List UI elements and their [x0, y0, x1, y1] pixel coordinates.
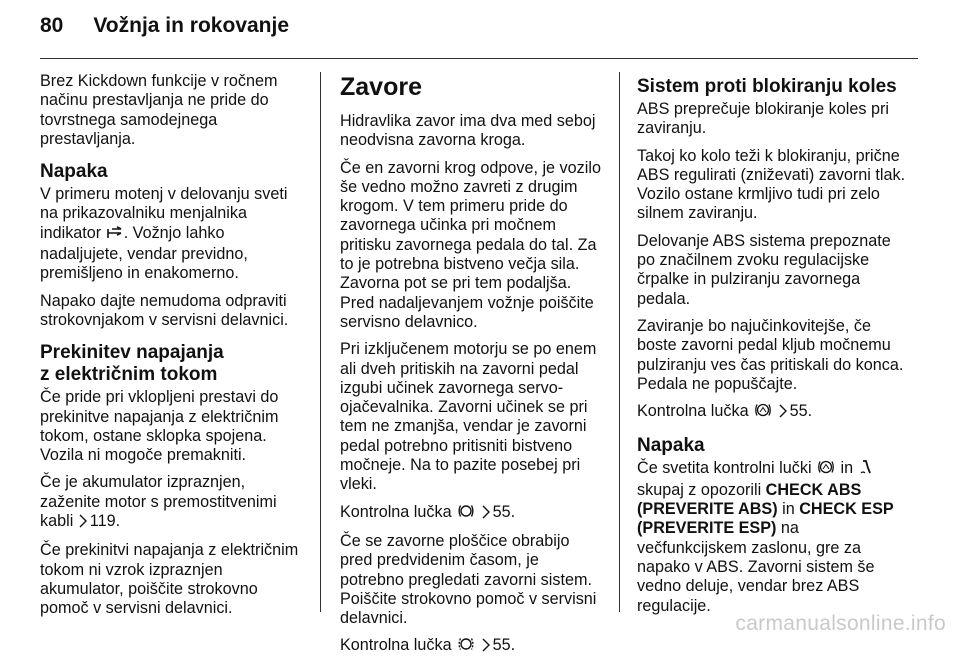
check-esp-message: CHECK ESP (PREVERITE ESP): [637, 500, 894, 538]
column-3: [637, 72, 907, 624]
page-reference-55[interactable]: 55.: [789, 402, 813, 421]
abs-paragraph-2: Takoj ko kolo teži k blokiranju, prične ABS regulirati (zniževati) zavorni tlak. Vozilo ostane krmljivo tudi pri zelo silnem zaviranju.: [637, 146, 906, 223]
napaka-paragraph-2: Napako dajte nemudoma odpraviti strokovnjakom v servisni delavnici.: [40, 291, 289, 329]
page-reference-119[interactable]: 119.: [89, 512, 121, 531]
page-number: 80: [40, 14, 64, 37]
page-header: [40, 14, 289, 54]
zavore-heading: Zavore: [340, 73, 422, 101]
napaka-abs-heading: Napaka: [637, 435, 705, 457]
zavore-paragraph-1: Hidravlika zavor ima dva med seboj neodvisna zavorna kroga.: [340, 112, 596, 150]
prekinitev-paragraph-1: Če pride pri vklopljeni prestavi do prekinitve napajanja z električnim tokom, ostane sklopka spojena. Vozila ni mogoče premakniti.: [40, 388, 279, 465]
kontrolna-lucka-pads: Kontrolna lučka 55.: [340, 636, 606, 657]
abs-paragraph-1: ABS preprečuje blokiranje koles pri zaviranju.: [637, 100, 889, 138]
watermark: carmanualsonline.info: [735, 612, 946, 635]
prekinitev-paragraph-3: Če prekinitvi napajanja z električnim tokom ni vzrok izpraznjen akumulator, poiščite strokovno pomoč v servisni delavnici.: [40, 541, 299, 618]
brake-pad-wear-icon: [457, 636, 475, 657]
column-divider-1: [320, 72, 321, 612]
abs-paragraph-4: Zaviranje bo najučinkovitejše, če boste zavorni pedal kljub močnemu pulziranju ves čas pritiskali do konca. Pedala ne popuščajte.: [637, 316, 904, 393]
napaka-abs-paragraph: Če svetita kontrolni lučki in skupaj z opozorili CHECK ABS (PREVERITE ABS) in CHECK ESP (PREVERITE ESP) na večfunkcijskem zaslonu, gre za napako v ABS. Zavorni sistem še vedno deluje, vendar brez ABS regulacije.: [637, 459, 894, 615]
page-reference-arrow-icon: [481, 505, 491, 524]
column-divider-2: [619, 72, 620, 612]
napaka-paragraph-1: V primeru motenj v delovanju sveti na prikazovalniku menjalnika indikator . Vožnjo lahko nadaljujete, vendar previdno, premišljeno in enakomerno.: [40, 185, 288, 283]
abs-icon: [817, 459, 835, 480]
page-title: Vožnja in rokovanje: [93, 14, 290, 37]
prekinitev-paragraph-2: Če je akumulator izpraznjen, zaženite motor s premostitvenimi kabli 119.: [40, 473, 308, 533]
zavore-paragraph-2: Če en zavorni krog odpove, je vozilo še vedno možno zavreti z drugim krogom. V tem primeru pride do zavornega učinka pri močnem pritisku zavornega pedala do tal. Za to je potrebna bistveno večja sila. Zavorna pot se pri tem podaljša. Pred nadaljevanjem vožnje poiščite servisno delavnico.: [340, 158, 601, 331]
zavore-paragraph-4: Če se zavorne ploščice obrabijo pred predvidenim časom, je potrebno pregledati zavorni sistem. Poiščite strokovno pomoč v servisni delavnici.: [340, 531, 597, 628]
check-abs-message: CHECK ABS (PREVERITE ABS): [637, 480, 862, 519]
gearbox-fault-icon: [107, 226, 123, 245]
zavore-paragraph-3: Pri izključenem motorju se po enem ali dveh pritiskih na zavorni pedal izgubi učinek zavornega servo-ojačevalnika. Zavorni učinek se pri tem ne zmanjša, vendar je zavorni pedal potrebno pritisniti bistveno močneje. Na to pazite posebej pri vleki.: [340, 340, 597, 494]
kontrolna-lucka-abs: Kontrolna lučka 55.: [637, 402, 907, 423]
page-reference-55[interactable]: 55.: [492, 502, 516, 521]
abs-icon: [754, 402, 772, 423]
column-1: [40, 72, 308, 627]
column-2: [340, 72, 606, 666]
page-reference-arrow-icon: [78, 514, 88, 533]
napaka-heading: Napaka: [40, 161, 108, 183]
brake-warning-icon: [457, 503, 475, 524]
prekinitev-heading: Prekinitev napajanja z električnim tokom: [40, 342, 224, 386]
intro-paragraph: Brez Kickdown funkcije v ročnem načinu prestavljanja ne pride do tovrstnega samodejnega prestavljanja.: [40, 72, 278, 148]
header-rule: [40, 58, 918, 59]
page-reference-55[interactable]: 55.: [492, 636, 516, 655]
abs-heading: Sistem proti blokiranju koles: [637, 76, 897, 97]
esp-icon: [859, 459, 873, 480]
page-reference-arrow-icon: [481, 638, 491, 657]
abs-paragraph-3: Delovanje ABS sistema prepoznate po značilnem zvoku regulacijske črpalke in pulziranju zavornega pedala.: [637, 231, 891, 308]
kontrolna-lucka-brake: Kontrolna lučka 55.: [340, 503, 606, 524]
page-reference-arrow-icon: [778, 404, 788, 423]
